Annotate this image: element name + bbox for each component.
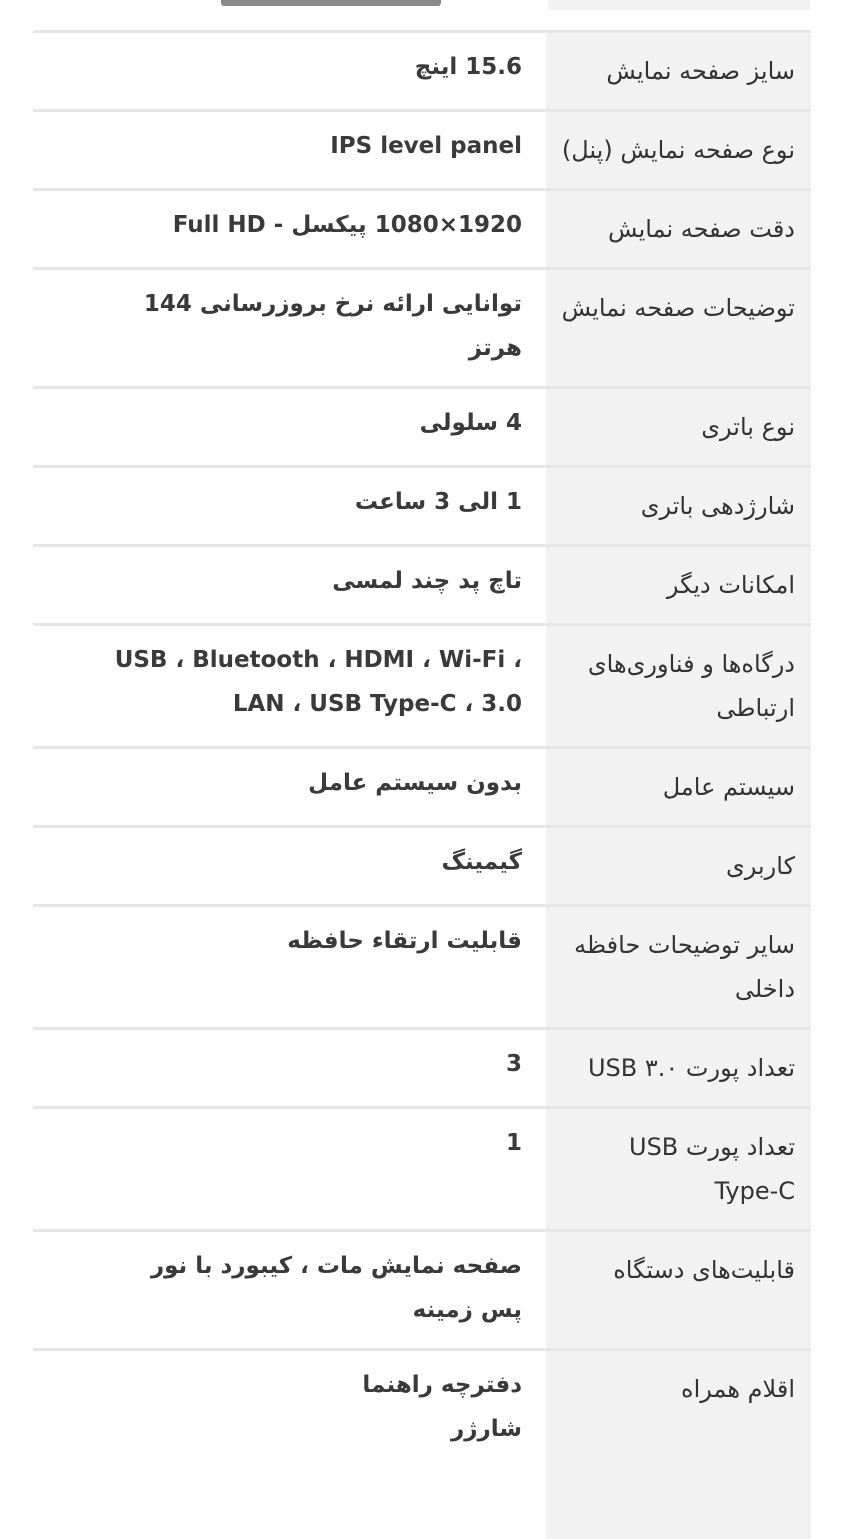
spec-value-line: تاچ پد چند لمسی xyxy=(332,568,522,594)
spec-value-line: قابلیت ارتقاء حافظه xyxy=(287,928,522,954)
spec-label: امکانات دیگر xyxy=(546,547,811,623)
spec-row-usage xyxy=(33,828,811,907)
spec-label: تعداد پورت USB ۳.۰ xyxy=(546,1030,811,1106)
spec-value-line: بدون سیستم عامل xyxy=(308,770,522,796)
spec-row-battery-type xyxy=(33,389,811,468)
spec-label: اقلام همراه xyxy=(546,1351,811,1539)
spec-label: سایز صفحه نمایش xyxy=(546,33,811,109)
spec-label: نوع باتری xyxy=(546,389,811,465)
spec-value xyxy=(33,547,546,623)
spec-value xyxy=(33,191,546,267)
spec-row-usbc-count xyxy=(33,1109,811,1232)
spec-value xyxy=(33,1030,546,1106)
spec-row-battery-life xyxy=(33,468,811,547)
spec-row-screen-size xyxy=(33,30,811,112)
spec-row-os xyxy=(33,749,811,828)
spec-value xyxy=(33,270,546,386)
cut-off-row-label xyxy=(548,0,810,10)
spec-value-line: 3 xyxy=(505,1051,522,1077)
spec-value xyxy=(33,749,546,825)
spec-value xyxy=(33,626,546,746)
spec-table xyxy=(33,30,811,1539)
spec-value xyxy=(33,468,546,544)
spec-row-resolution xyxy=(33,191,811,270)
top-cutoff-strip xyxy=(0,0,845,30)
spec-value-line: 1 xyxy=(505,1130,522,1156)
spec-label: نوع صفحه نمایش (پنل) xyxy=(546,112,811,188)
spec-value-line: دفترچه راهنما xyxy=(362,1372,522,1398)
spec-row-device-capabilities xyxy=(33,1232,811,1351)
spec-value-line: 15.6 اینچ xyxy=(414,54,522,80)
spec-row-panel-type xyxy=(33,112,811,191)
spec-row-screen-description xyxy=(33,270,811,389)
spec-value-line: توانایی ارائه نرخ بروزرسانی 144 هرتز xyxy=(143,291,522,361)
spec-label: شارژدهی باتری xyxy=(546,468,811,544)
spec-label: سیستم عامل xyxy=(546,749,811,825)
spec-label: سایر توضیحات حافظه داخلی xyxy=(546,907,811,1027)
spec-value xyxy=(33,828,546,904)
spec-value-line: شارژر xyxy=(451,1416,522,1442)
spec-value xyxy=(33,1109,546,1229)
spec-label: توضیحات صفحه نمایش xyxy=(546,270,811,386)
spec-value xyxy=(33,389,546,465)
spec-value-line: 1920×1080 پیکسل - Full HD xyxy=(172,212,522,238)
spec-value-line: IPS level panel xyxy=(330,133,522,159)
spec-label: تعداد پورت USB Type-C xyxy=(546,1109,811,1229)
spec-row-other-features xyxy=(33,547,811,626)
spec-row-storage-notes xyxy=(33,907,811,1030)
spec-row-ports xyxy=(33,626,811,749)
scroll-indicator[interactable] xyxy=(221,0,441,6)
spec-value-line: صفحه نمایش مات ، کیبورد با نور پس زمینه xyxy=(150,1253,522,1323)
spec-label: دقت صفحه نمایش xyxy=(546,191,811,267)
spec-row-included-items xyxy=(33,1351,811,1539)
spec-row-usb3-count xyxy=(33,1030,811,1109)
spec-value xyxy=(33,112,546,188)
spec-label: کاربری xyxy=(546,828,811,904)
spec-value-line: گیمینگ xyxy=(441,849,522,875)
spec-value xyxy=(33,907,546,1027)
spec-value xyxy=(33,33,546,109)
spec-label: درگاه‌ها و فناوری‌های ارتباطی xyxy=(546,626,811,746)
spec-label: قابلیت‌های دستگاه xyxy=(546,1232,811,1348)
spec-value-line: 1 الی 3 ساعت xyxy=(354,489,522,515)
spec-value-line: USB ، Bluetooth ، HDMI ، Wi-Fi ، LAN ، USB Type-C ، 3.0 xyxy=(114,647,522,717)
spec-value xyxy=(33,1232,546,1348)
spec-value-line: 4 سلولی xyxy=(419,410,522,436)
spec-value xyxy=(33,1351,546,1539)
